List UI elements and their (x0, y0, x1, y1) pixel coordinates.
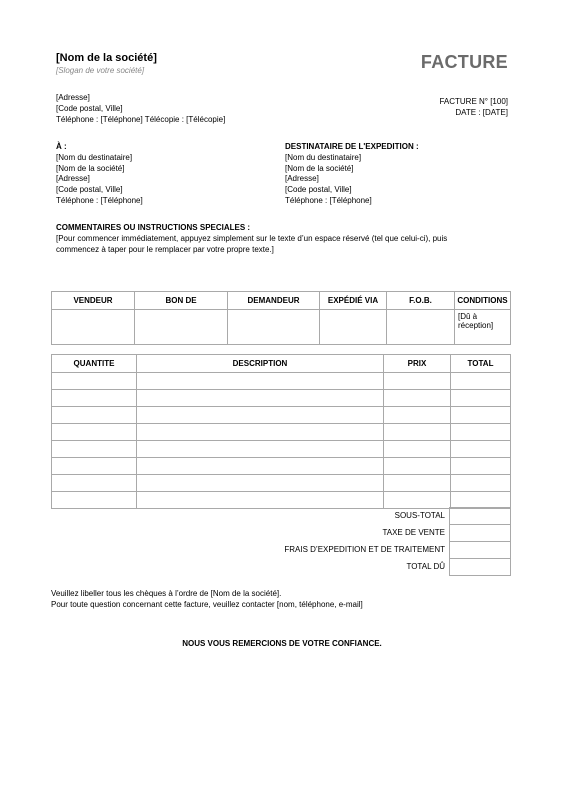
invoice-number: FACTURE N° [100] (439, 97, 508, 106)
sender-address: [Adresse] (56, 93, 90, 102)
cell-demandeur[interactable] (228, 310, 320, 345)
table-row (52, 407, 511, 424)
cell-description[interactable] (137, 390, 384, 407)
cell-description[interactable] (137, 424, 384, 441)
recipient-label: À : (56, 142, 67, 151)
cell-bon-de[interactable] (135, 310, 228, 345)
table-row (52, 441, 511, 458)
total-due-label: TOTAL DÛ (406, 562, 445, 571)
sender-phone-fax: Téléphone : [Téléphone] Télécopie : [Télécopie] (56, 114, 226, 124)
items-table (51, 354, 511, 509)
cell-fob[interactable] (387, 310, 455, 345)
shipping-company: [Nom de la société] (285, 163, 354, 173)
cell-description[interactable] (137, 475, 384, 492)
cell-prix[interactable] (384, 424, 451, 441)
thank-you-message: NOUS VOUS REMERCIONS DE VOTRE CONFIANCE. (182, 639, 382, 648)
recipient-address: [Adresse] (56, 174, 90, 184)
footer-notes (51, 589, 363, 611)
recipient-block (56, 142, 143, 207)
subtotal-label: SOUS-TOTAL (394, 511, 445, 520)
header-fob: F.O.B. (387, 292, 455, 310)
table-row (52, 390, 511, 407)
shipping-fees-label: FRAIS D’EXPEDITION ET DE TRAITEMENT (284, 545, 445, 554)
cell-conditions[interactable] (455, 310, 511, 345)
cell-quantite[interactable] (52, 390, 137, 407)
cell-description[interactable] (137, 492, 384, 509)
recipient-phone: Téléphone : [Téléphone] (56, 195, 143, 205)
header-expedie-via: EXPÉDIÉ VIA (320, 292, 387, 310)
header-prix: PRIX (384, 355, 451, 373)
cell-description[interactable] (137, 407, 384, 424)
cell-total[interactable] (451, 441, 511, 458)
comments-section (56, 223, 516, 255)
cell-total[interactable] (451, 407, 511, 424)
shipping-block (285, 142, 419, 207)
document-title: FACTURE (420, 52, 508, 72)
shipping-name: [Nom du destinataire] (285, 152, 362, 162)
cell-quantite[interactable] (52, 492, 137, 509)
company-slogan: [Slogan de votre société] (56, 66, 145, 75)
sender-postal-city: [Code postal, Ville] (56, 103, 123, 113)
shipping-phone: Téléphone : [Téléphone] (285, 195, 372, 205)
shipping-address: [Adresse] (285, 174, 319, 184)
cell-prix[interactable] (384, 492, 451, 509)
comments-text-line2: commencez à taper pour le remplacer par votre propre texte.] (56, 244, 274, 254)
cell-total[interactable] (451, 492, 511, 509)
header-demandeur: DEMANDEUR (228, 292, 320, 310)
cell-total[interactable] (451, 458, 511, 475)
header-vendeur: VENDEUR (52, 292, 135, 310)
checks-instruction: Veuillez libeller tous les chèques à l’ordre de [Nom de la société]. (51, 589, 282, 598)
invoice-meta (439, 97, 508, 119)
header-description: DESCRIPTION (137, 355, 384, 373)
conditions-value-line2: réception] (458, 321, 494, 330)
cell-vendeur[interactable] (52, 310, 135, 345)
conditions-value-line1: [Dû à (458, 312, 478, 321)
sales-tax-label: TAXE DE VENTE (382, 528, 445, 537)
cell-total[interactable] (451, 390, 511, 407)
sales-tax-value[interactable] (449, 524, 511, 542)
order-info-table (51, 291, 511, 345)
cell-total[interactable] (451, 424, 511, 441)
shipping-label: DESTINATAIRE DE L'EXPEDITION : (285, 142, 419, 151)
cell-expedie-via[interactable] (320, 310, 387, 345)
cell-quantite[interactable] (52, 424, 137, 441)
sender-address-block (56, 93, 225, 125)
header-conditions: CONDITIONS (455, 292, 511, 310)
cell-quantite[interactable] (52, 407, 137, 424)
contact-instruction: Pour toute question concernant cette facture, veuillez contacter [nom, téléphone, e-mail] (51, 599, 363, 609)
cell-quantite[interactable] (52, 475, 137, 492)
header-bon-de: BON DE (135, 292, 228, 310)
table-row (52, 475, 511, 492)
header-total: TOTAL (451, 355, 511, 373)
shipping-fees-value[interactable] (449, 541, 511, 559)
cell-total[interactable] (451, 373, 511, 390)
cell-quantite[interactable] (52, 373, 137, 390)
cell-prix[interactable] (384, 373, 451, 390)
cell-quantite[interactable] (52, 458, 137, 475)
table-row (52, 458, 511, 475)
table-row (52, 424, 511, 441)
cell-prix[interactable] (384, 407, 451, 424)
invoice-date: DATE : [DATE] (455, 107, 508, 117)
cell-description[interactable] (137, 373, 384, 390)
total-due-value[interactable] (449, 558, 511, 576)
table-row (52, 373, 511, 390)
cell-prix[interactable] (384, 458, 451, 475)
cell-prix[interactable] (384, 390, 451, 407)
header-quantite: QUANTITE (52, 355, 137, 373)
cell-prix[interactable] (384, 441, 451, 458)
company-name: [Nom de la société] (56, 52, 157, 64)
recipient-company: [Nom de la société] (56, 163, 125, 173)
cell-prix[interactable] (384, 475, 451, 492)
recipient-name: [Nom du destinataire] (56, 152, 133, 162)
recipient-postal-city: [Code postal, Ville] (56, 185, 123, 195)
comments-label: COMMENTAIRES OU INSTRUCTIONS SPECIALES : (56, 223, 251, 232)
table-row (52, 492, 511, 509)
cell-description[interactable] (137, 458, 384, 475)
subtotal-value[interactable] (449, 507, 511, 525)
comments-text-line1: [Pour commencer immédiatement, appuyez simplement sur le texte d’un espace réservé (tel que celui-ci), puis (56, 233, 448, 243)
cell-description[interactable] (137, 441, 384, 458)
shipping-postal-city: [Code postal, Ville] (285, 185, 352, 195)
cell-total[interactable] (451, 475, 511, 492)
cell-quantite[interactable] (52, 441, 137, 458)
